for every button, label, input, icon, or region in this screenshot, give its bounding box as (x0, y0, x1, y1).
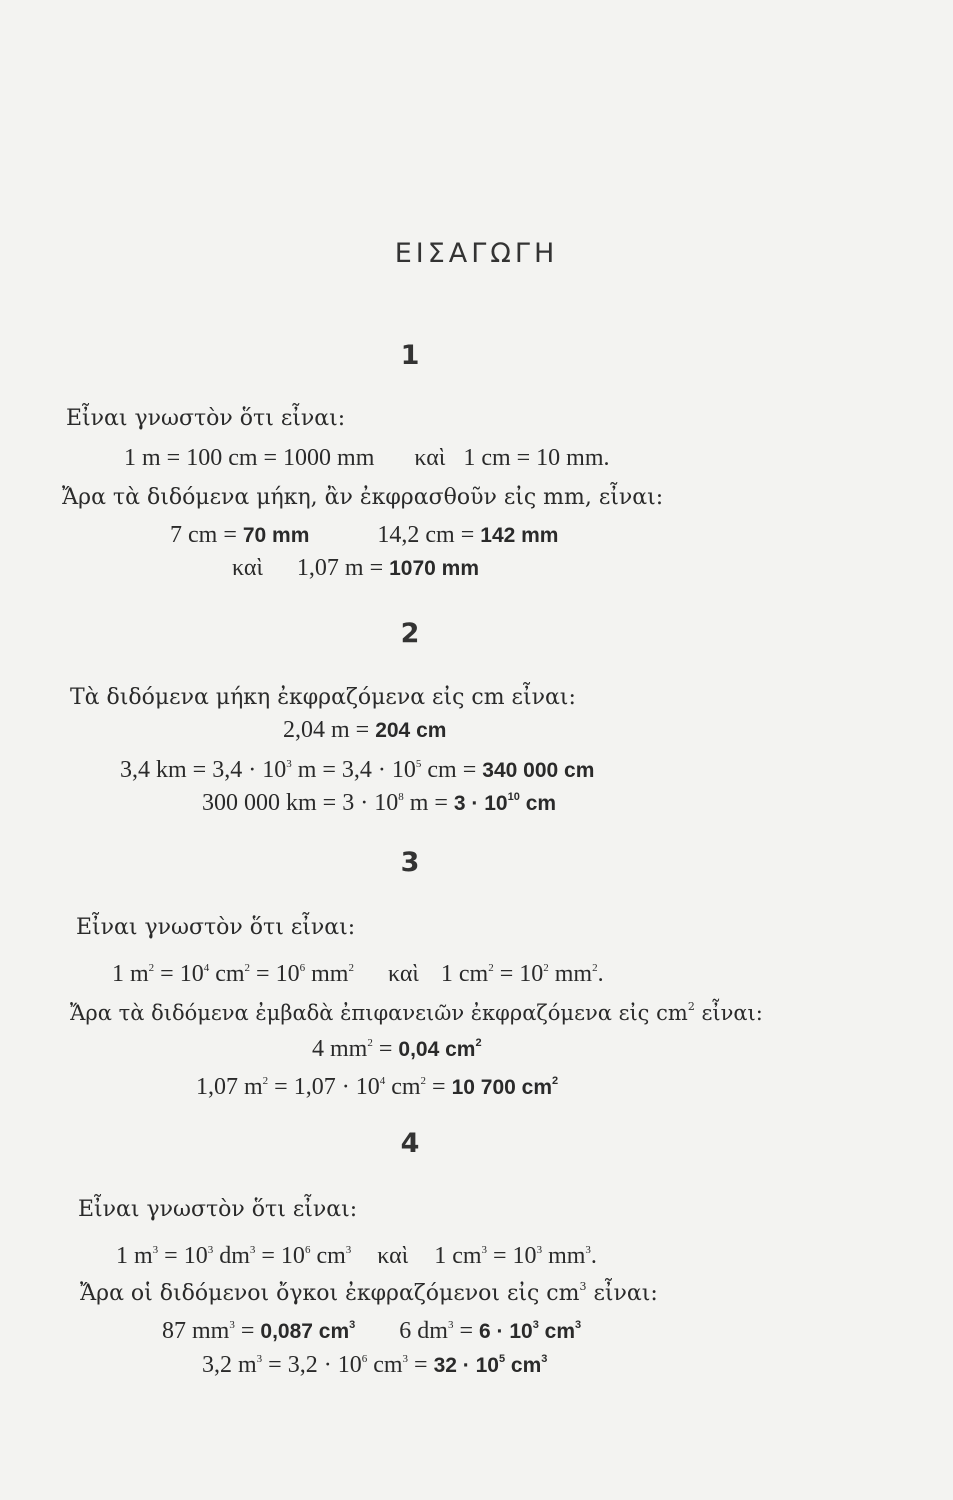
exponent: 3 (286, 758, 292, 770)
section-1-known (124, 445, 610, 471)
result-lhs: 7 cm = (170, 522, 237, 548)
section-3-known: 1 $m^2 = 10^4$ $cm^2 = 10^6$ $mm^2$ καὶ 1 $cm^2 = 10^2$ $mm^2$. (112, 961, 604, 987)
section-3-result-row: 1,07 $m^2 = 1,07 \cdot 10^4$ $cm^2 = 10$ 700 $cm^2$ (196, 1074, 559, 1100)
result-lhs: 14,2 cm = (377, 522, 475, 548)
section-4-known: 1 $m^3 = 10^3$ $dm^3 = 10^6$ $cm^3$ καὶ 1 $cm^3 = 10^3$ $mm^3$. (116, 1243, 597, 1269)
equation-part: 3,4 km = 3,4 · 10 (120, 757, 287, 783)
result-value: 0,04 $cm^2$ (398, 1037, 482, 1061)
exponent: 5 (415, 758, 422, 770)
page-title: ΕΙΣΑΓΩΓΗ (394, 238, 559, 269)
section-2-intro: Τὰ διδόμενα μήκη ἐκφραζόμενα εἰς cm εἶναι: (70, 685, 576, 710)
section-4-result-row: 3,2 $m^3 = 3,2 \cdot 10^6$ $cm^3 = 32 \cdot 10^5$ $cm^3$ (202, 1352, 548, 1378)
equation-part: m = 3,4 · 10 (291, 757, 416, 783)
section-2-result-row (202, 784, 556, 817)
equation-part: m = (403, 790, 448, 816)
section-4-result-row: 87 $mm^3 = 0,087$ $cm^3$ 6 $dm^3 = 6 \cdot 10^3$ $cm^3$ (162, 1318, 582, 1344)
equation-part: 300 000 km = 3 · 10 (202, 790, 399, 816)
section-4-intro: Εἶναι γνωστὸν ὅτι εἶναι: (78, 1197, 358, 1222)
section-2-result-row (283, 717, 446, 744)
result-value: 0,087 $cm^3$ (260, 1319, 356, 1343)
known-equation: 1 cm = 10 mm. (463, 445, 610, 471)
exponent: 8 (398, 791, 404, 803)
result-value: $3 \cdot 10^{10}$ cm (453, 791, 557, 815)
result-value: $32 \cdot 10^5$ $cm^3$ (433, 1353, 548, 1377)
result-value: 1070 mm (389, 557, 480, 580)
section-3-number: 3 (400, 847, 420, 878)
section-2-result-row (120, 751, 594, 784)
and-word: καὶ (387, 961, 419, 987)
and-word: καὶ (377, 1243, 409, 1269)
result-value: 10 700 $cm^2$ (451, 1075, 559, 1099)
result-value: 204 cm (375, 719, 447, 742)
result-lhs: 2,04 m = (283, 717, 370, 743)
section-1-result-row (232, 555, 479, 582)
section-3-result-row: 4 $mm^2 = 0,04$ $cm^2$ (312, 1036, 482, 1062)
and-word: καὶ (232, 555, 263, 581)
section-1-number: 1 (400, 340, 420, 371)
equation-part: cm = (421, 757, 477, 783)
section-4-number: 4 (400, 1128, 420, 1159)
section-3-conclusion: Ἄρα τὰ διδόμενα ἐμβαδὰ ἐπιφανειῶν ἐκφραζόμενα εἰς $cm^2$ εἶναι: (70, 1000, 763, 1025)
section-1-result-row (170, 522, 558, 549)
result-value: 340 000 cm (482, 759, 595, 782)
and-word: καὶ (414, 445, 446, 471)
section-4-conclusion: Ἄρα οἱ διδόμενοι ὄγκοι ἐκφραζόμενοι εἰς $cm^3$ εἶναι: (80, 1280, 658, 1306)
result-value: 70 mm (242, 524, 310, 547)
result-lhs: 1,07 m = (296, 555, 384, 581)
section-1-intro: Εἶναι γνωστὸν ὅτι εἶναι: (66, 406, 346, 431)
section-3-intro: Εἶναι γνωστὸν ὅτι εἶναι: (76, 915, 356, 940)
result-value: $6 \cdot 10^3$ $cm^3$ (478, 1319, 582, 1343)
known-equation: 1 m = 100 cm = 1000 mm (124, 445, 375, 471)
section-1-conclusion: Ἄρα τὰ διδόμενα μήκη, ἂν ἐκφρασθοῦν εἰς mm, εἶναι: (62, 485, 664, 510)
section-2-number: 2 (400, 618, 420, 649)
result-value: 142 mm (480, 524, 559, 547)
